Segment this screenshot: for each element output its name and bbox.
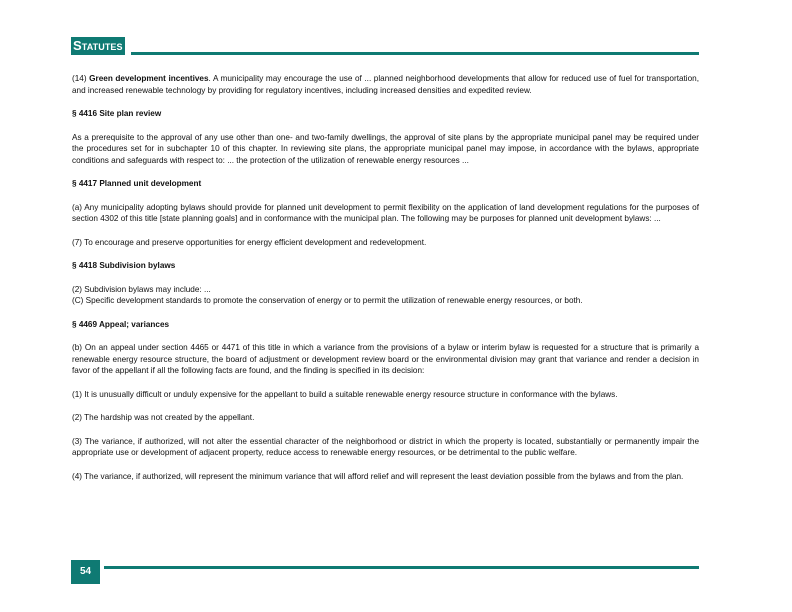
heading-4416: § 4416 Site plan review [72, 109, 162, 118]
heading-4469: § 4469 Appeal; variances [72, 319, 170, 329]
section-title: Statutes [73, 38, 123, 53]
paragraph-site-plan: As a prerequisite to the approval of any use other than one- and two-family dwellings, the approval of site plans by the appropriate municipal panel may be required under the procedures set for in subchapter 10 of this chapter. In reviewing site plans, the appropriate municipal panel may impose, in accordance with the bylaws, appropriate conditions and safeguards with respect to: ... the protection of the utilization of renewable energy resources ... [72, 132, 699, 165]
footer-rule [104, 566, 699, 569]
paragraph-green-incentives: (14) Green development incentives. A municipality may encourage the use of ... planned neighborhood developments that allow for reduced use of fuel for transportation, and increased renewable technology by providing for regulatory incentives, including increased densities and expedited review. [72, 74, 700, 95]
paragraph-pud: (a) Any municipality adopting bylaws should provide for planned unit development to permit flexibility on the application of land development regulations for the purposes of section 4302 of this title [state planning goals] and in conformance with the municipal plan. The following may be purposes for planned unit development bylaws: ... [72, 202, 699, 223]
document-body [72, 73, 699, 482]
heading-4417: § 4417 Planned unit development [72, 179, 202, 188]
heading-4418: § 4418 Subdivision bylaws [72, 261, 176, 270]
header-rule [131, 52, 699, 55]
paragraph-finding-2: (2) The hardship was not created by the appellant. [72, 413, 255, 422]
paragraph-finding-4: (4) The variance, if authorized, will represent the minimum variance that will afford relief and will represent the least deviation possible from the bylaws and from the plan. [72, 471, 684, 481]
paragraph-finding-1: (1) It is unusually difficult or unduly expensive for the appellant to build a suitable renewable energy resource structure in conformance with the bylaws. [72, 389, 618, 399]
paragraph-appeal: (b) On an appeal under section 4465 or 4471 of this title in which a variance from the provisions of a bylaw or interim bylaw is requested for a structure that is primarily a renewable energy resource structure, the board of adjustment or development review board or the environmental division may grant that variance and render a decision in favor of the appellant if all the following facts are found, and the finding is specified in its decision: [72, 343, 699, 375]
paragraph-subdivision-standards: (C) Specific development standards to promote the conservation of energy or to permit the utilization of renewable energy resources, or both. [72, 296, 583, 305]
paragraph-energy-efficient: (7) To encourage and preserve opportunities for energy efficient development and redevelopment. [72, 237, 427, 247]
paragraph-subdivision-include: (2) Subdivision bylaws may include: ... [72, 284, 211, 294]
page-number: 54 [71, 560, 100, 584]
paragraph-finding-3: (3) The variance, if authorized, will not alter the essential character of the neighborhood or district in which the property is located, substantially or permanently impair the appropriate use or development of adjacent property, reduce access to renewable energy resources, or be detrimental to the public welfare. [72, 436, 699, 457]
